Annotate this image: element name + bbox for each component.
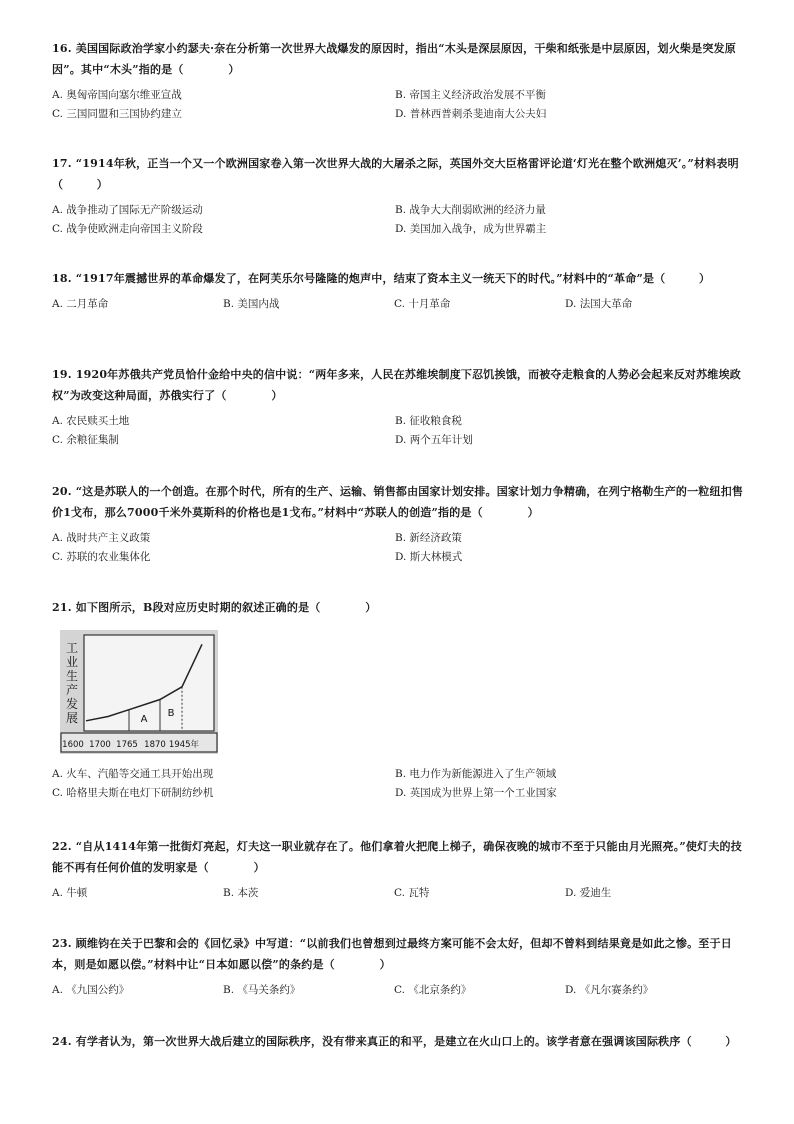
question-stem: 16. 美国国际政治学家小约瑟夫·奈在分析第一次世界大战爆发的原因时，指出“木头是深层原因，干柴和纸张是中层原因，划火柴是突发原因”。其中“木头”指的是（ ）	[52, 42, 736, 76]
y-axis-label-char: 产	[65, 683, 79, 697]
x-tick-label: 1600	[62, 740, 84, 750]
option-d[interactable]: D. 英国成为世界上第一个工业国家	[395, 787, 557, 799]
option-d[interactable]: D. 斯大林模式	[395, 551, 463, 563]
x-tick-label: 1700	[89, 740, 111, 750]
segment-label-a: A	[140, 714, 148, 725]
option-b[interactable]: B. 电力作为新能源进入了生产领域	[395, 768, 557, 780]
x-tick-label: 1870	[144, 740, 166, 750]
option-b[interactable]: B. 《马关条约》	[223, 984, 301, 996]
option-d[interactable]: D. 法国大革命	[565, 298, 633, 310]
question-20	[52, 481, 752, 567]
question-17	[52, 153, 752, 239]
option-c[interactable]: C. 哈格里夫斯在电灯下研制纺纱机	[52, 787, 214, 799]
option-c[interactable]: C. 十月革命	[394, 298, 451, 310]
option-a[interactable]: A. 火车、汽船等交通工具开始出现	[52, 768, 214, 780]
option-a[interactable]: A. 战时共产主义政策	[52, 532, 151, 544]
plot-area	[84, 635, 214, 731]
option-d[interactable]: D. 爱迪生	[565, 887, 612, 899]
y-axis-label-char: 展	[65, 711, 79, 725]
option-d[interactable]: D. 美国加入战争，成为世界霸主	[395, 223, 547, 235]
question-stem: 17. “1914年秋，正当一个又一个欧洲国家卷入第一次世界大战的大屠杀之际，英国外交大臣格雷评论道‘灯光在整个欧洲熄灭’。”材料表明（ ）	[52, 157, 739, 191]
option-a[interactable]: A. 《九国公约》	[52, 984, 130, 996]
question-stem: 22. “自从1414年第一批街灯亮起，灯夫这一职业就存在了。他们拿着火把爬上梯子，确保夜晚的城市不至于只能由月光照亮。”使灯夫的技能不再有任何价值的发明家是（ ）	[52, 840, 742, 874]
option-b[interactable]: B. 征收粮食税	[395, 415, 462, 427]
option-c[interactable]: C. 苏联的农业集体化	[52, 551, 151, 563]
option-c[interactable]: C. 三国同盟和三国协约建立	[52, 108, 182, 120]
option-a[interactable]: A. 奥匈帝国向塞尔维亚宣战	[52, 89, 182, 101]
y-axis-label-char: 工	[65, 641, 79, 655]
y-axis-label-char: 业	[65, 655, 79, 669]
options	[52, 412, 752, 450]
question-stem: 21. 如下图所示，B段对应历史时期的叙述正确的是（ ）	[52, 601, 377, 614]
y-axis-label-char: 生	[65, 669, 79, 683]
option-b[interactable]: B. 新经济政策	[395, 532, 462, 544]
question-stem: 23. 顾维钧在关于巴黎和会的《回忆录》中写道：“以前我们也曾想到过最终方案可能不会太好，但却不曾料到结果竟是如此之惨。至于日本，则是如愿以偿。”材料中让“日本如愿以偿”的条约是（ ）	[52, 937, 732, 971]
option-d[interactable]: D. 两个五年计划	[395, 434, 473, 446]
options	[52, 765, 752, 803]
segment-label-b: B	[167, 708, 175, 719]
option-d[interactable]: D. 《凡尔赛条约》	[565, 984, 654, 996]
option-c[interactable]: C. 余粮征集制	[52, 434, 119, 446]
options	[52, 86, 752, 124]
x-tick-label: 1765	[116, 740, 138, 750]
option-c[interactable]: C. 《北京条约》	[394, 984, 472, 996]
industrial-production-chart	[60, 630, 218, 754]
options	[52, 529, 752, 567]
options	[52, 884, 752, 903]
question-24	[52, 1031, 752, 1052]
options	[52, 981, 752, 1000]
y-axis-label	[66, 641, 78, 725]
question-23	[52, 933, 752, 1000]
option-d[interactable]: D. 普林西普刺杀斐迪南大公夫妇	[395, 108, 547, 120]
question-16	[52, 38, 752, 124]
option-a[interactable]: A. 战争推动了国际无产阶级运动	[52, 204, 203, 216]
option-c[interactable]: C. 瓦特	[394, 887, 430, 899]
y-axis-label-char: 发	[65, 697, 79, 711]
options	[52, 295, 752, 314]
option-b[interactable]: B. 本茨	[223, 887, 259, 899]
option-b[interactable]: B. 帝国主义经济政治发展不平衡	[395, 89, 546, 101]
question-21	[52, 597, 752, 618]
question-stem: 20. “这是苏联人的一个创造。在那个时代，所有的生产、运输、销售都由国家计划安排。国家计划力争精确，在列宁格勒生产的一粒纽扣售价1戈布，那么7000千米外莫斯科的价格也是1戈布。”材料中“苏联人的创造”指的是（ ）	[52, 485, 744, 519]
question-stem: 24. 有学者认为，第一次世界大战后建立的国际秩序，没有带来真正的和平，是建立在火山口上的。该学者意在强调该国际秩序（ ）	[52, 1035, 737, 1048]
question-stem: 19. 1920年苏俄共产党员恰什金给中央的信中说：“两年多来，人民在苏维埃制度下忍饥挨饿，而被夺走粮食的人势必会起来反对苏维埃政权”为改变这种局面，苏俄实行了（ ）	[52, 368, 741, 402]
question-stem: 18. “1917年震撼世界的革命爆发了，在阿芙乐尔号隆隆的炮声中，结束了资本主义一统天下的时代。”材料中的“革命”是（ ）	[52, 272, 711, 285]
x-tick-label: 1945年	[168, 740, 200, 750]
x-axis-ticks	[62, 739, 199, 750]
option-b[interactable]: B. 战争大大削弱欧洲的经济力量	[395, 204, 546, 216]
options	[52, 201, 752, 239]
question-22	[52, 836, 752, 903]
option-a[interactable]: A. 牛顿	[52, 887, 88, 899]
option-a[interactable]: A. 二月革命	[52, 298, 109, 310]
question-18	[52, 268, 752, 314]
option-b[interactable]: B. 美国内战	[223, 298, 280, 310]
question-21-options	[52, 765, 752, 803]
option-c[interactable]: C. 战争使欧洲走向帝国主义阶段	[52, 223, 203, 235]
option-a[interactable]: A. 农民赎买土地	[52, 415, 130, 427]
question-19	[52, 364, 752, 450]
